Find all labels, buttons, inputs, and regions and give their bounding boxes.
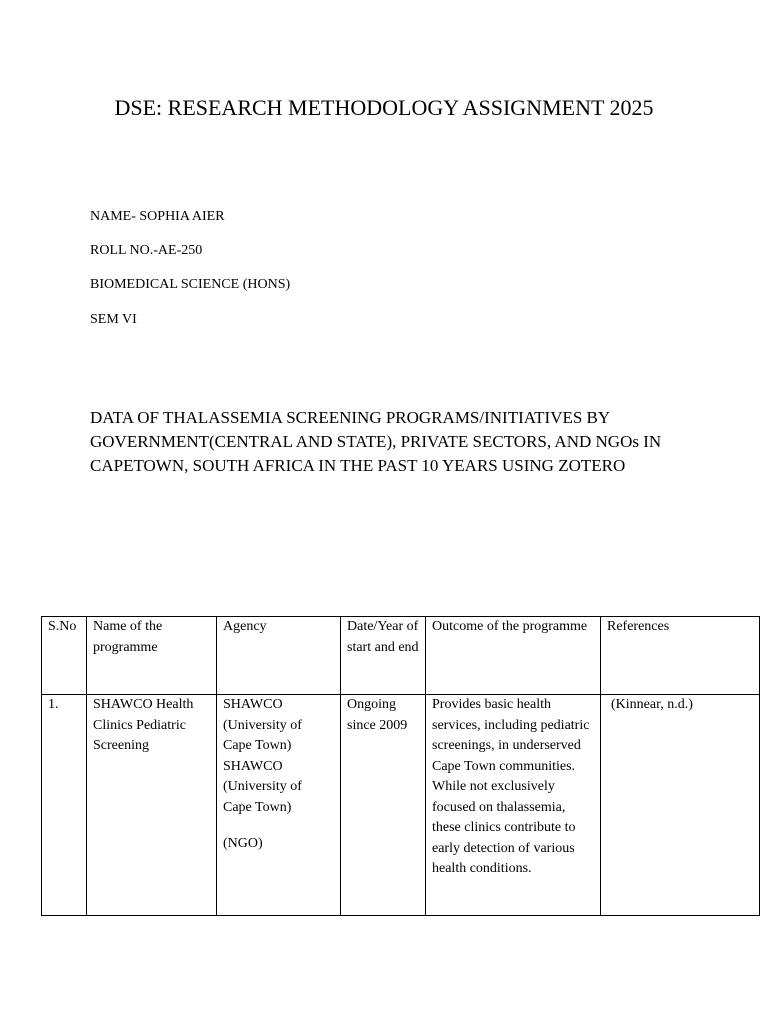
- semester: SEM VI: [90, 312, 137, 327]
- agency-type: (NGO): [223, 836, 263, 851]
- table-header-row: [42, 617, 760, 695]
- header-references: References: [601, 617, 760, 695]
- header-date: Date/Year of start and end: [341, 617, 426, 695]
- cell-outcome: Provides basic health services, including pediatric screenings, in underserved Cape Town communities. While not exclusively focused on thalassemia, these clinics contribute to early detection of various health conditions.: [426, 695, 601, 916]
- agency-name: SHAWCO (University of Cape Town) SHAWCO (University of Cape Town): [223, 697, 302, 815]
- cell-agency: [217, 695, 341, 916]
- assignment-heading: DATA OF THALASSEMIA SCREENING PROGRAMS/INITIATIVES BY GOVERNMENT(CENTRAL AND STATE), PRIVATE SECTORS, AND NGOs IN CAPETOWN, SOUTH AFRICA IN THE PAST 10 YEARS USING ZOTERO: [90, 408, 662, 475]
- roll-number: ROLL NO.-AE-250: [90, 243, 203, 258]
- cell-programme-name: SHAWCO Health Clinics Pediatric Screening: [87, 695, 217, 916]
- header-programme-name: Name of the programme: [87, 617, 217, 695]
- header-agency: Agency: [217, 617, 341, 695]
- student-name: NAME- SOPHIA AIER: [90, 209, 225, 224]
- table-row: [42, 695, 760, 916]
- cell-sno: 1.: [42, 695, 87, 916]
- cell-references: (Kinnear, n.d.): [601, 695, 760, 916]
- header-sno: S.No: [42, 617, 87, 695]
- programs-table: [41, 616, 760, 916]
- document-title: DSE: RESEARCH METHODOLOGY ASSIGNMENT 2025: [114, 95, 654, 120]
- header-outcome: Outcome of the programme: [426, 617, 601, 695]
- course-name: BIOMEDICAL SCIENCE (HONS): [90, 277, 291, 292]
- cell-date: Ongoing since 2009: [341, 695, 426, 916]
